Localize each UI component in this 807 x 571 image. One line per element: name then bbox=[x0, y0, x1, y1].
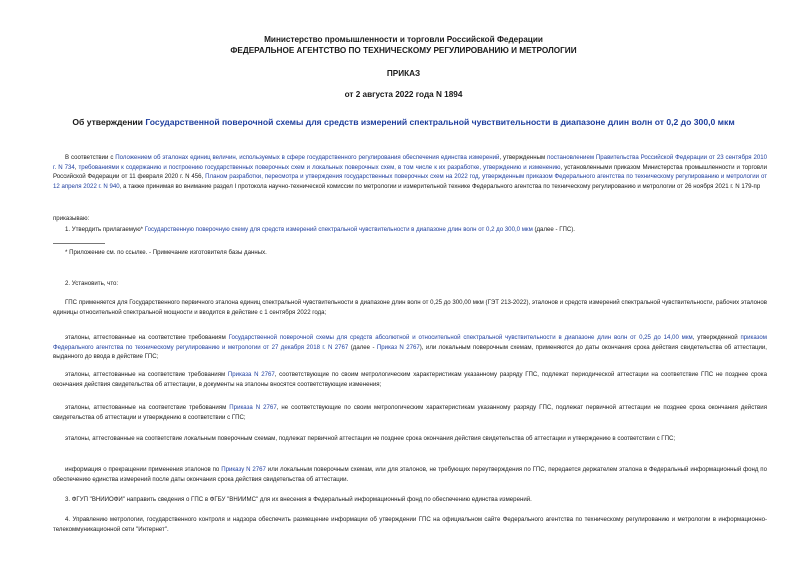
intro-link-plan[interactable]: Планом разработки, пересмотра и утверждения государственных поверочных схем на 2022 год, утвержденным приказом Федерального агентства по техническому регулированию и метрологии от 12 апреля 2022 г. N 940 bbox=[53, 173, 767, 191]
para-info-link[interactable]: Приказу N 2767 bbox=[221, 466, 266, 473]
paragraph-standards-1 bbox=[53, 333, 767, 362]
para-e1-text-2: , утвержденной bbox=[692, 334, 741, 341]
intro-text-1: В соответствии с bbox=[65, 154, 116, 161]
doc-type: ПРИКАЗ bbox=[386, 69, 421, 78]
title-link[interactable]: Государственной поверочной схемы для средств измерений спектральной чувствительности в диапазоне длин волн от 0,2 до 300,0 мкм bbox=[145, 117, 735, 127]
para-e3-text-1: эталоны, аттестованные на соответствие требованиям bbox=[65, 404, 230, 411]
intro-text-3: , bbox=[74, 163, 79, 171]
paragraph-standards-2 bbox=[53, 370, 767, 389]
item-1 bbox=[53, 225, 767, 235]
para-e1-link-scheme[interactable]: Государственной поверочной схемы для средств абсолютной и относительной спектральной чувствительности в диапазоне длин волн от 0,25 до 14,00 мкм bbox=[228, 334, 693, 341]
para-e1-text-1: эталоны, аттестованные на соответствие требованиям bbox=[65, 334, 229, 341]
paragraph-standards-3 bbox=[53, 403, 767, 422]
doc-date-number: от 2 августа 2022 года N 1894 bbox=[344, 90, 463, 99]
para-e1-text-3: (далее - bbox=[348, 343, 377, 351]
ministry-line: Министерство промышленности и торговли Российской Федерации bbox=[264, 35, 543, 44]
para-e2-text-2: , соответствующие по своим метрологическим характеристикам указанному разряду ГПС, подлежат периодической аттестации на соответствие ГПС не позднее срока окончания действия свидетельства об аттестации, в документы на эталоны вносятся соответствующие изменения; bbox=[53, 371, 768, 388]
order-word: приказываю: bbox=[53, 215, 90, 222]
item-2: 2. Установить, что: bbox=[65, 280, 119, 287]
item-1-text-2: (далее - ГПС). bbox=[532, 226, 576, 233]
item-4: 4. Управлению метрологии, государственного контроля и надзора обеспечить размещение информации об утверждении ГПС на официальном сайте Федерального агентства по техническому регулированию и метрологии в информационно-телекоммуникационной сети "Интернет". bbox=[53, 516, 767, 533]
paragraph-info bbox=[53, 465, 767, 484]
intro-text-5: , а также принимая во внимание раздел I протокола научно-технической комиссии по метрологии и измерительной технике Федерального агентства по техническому регулированию и метрологии от 26 ноября 2021 г. N 179-пр bbox=[119, 183, 761, 191]
para-e1-link-order-2767[interactable]: Приказ N 2767 bbox=[376, 343, 420, 351]
intro-link-requirements[interactable]: требованиями к содержанию и построению государственных поверочных схем и локальных поверочных схем, в том числе к их разработке, утверждению и изменению bbox=[78, 163, 561, 171]
para-e1-link-order[interactable]: приказом Федерального агентства по техническому регулированию и метрологии от 27 декабря 2018 г. N 2767 bbox=[53, 334, 767, 351]
paragraph-standards-4: эталоны, аттестованные на соответствие локальным поверочным схемам, подлежат первичной аттестации не позднее срока окончания действия свидетельства об аттестации и утверждению в соответствии с ГПС; bbox=[65, 435, 676, 442]
para-info-text-1: информация о прекращении применения эталонов по bbox=[65, 466, 222, 473]
item-1-text-1: 1. Утвердить прилагаемую* bbox=[65, 226, 145, 233]
item-3: 3. ФГУП "ВНИИОФИ" направить сведения о ГПС в ФГБУ "ВНИИМС" для их внесения в Федеральный информационный фонд по обеспечению единства измерений. bbox=[65, 496, 532, 503]
intro-paragraph bbox=[53, 153, 767, 192]
intro-text-2: , утвержденным bbox=[499, 154, 548, 161]
para-e1-text-4: ), или локальным поверочным схемам, применяются до даты окончания срока действия свидетельства об аттестации, выданного до ввода в действие ГПС; bbox=[53, 343, 768, 361]
title-prefix: Об утверждении bbox=[72, 117, 146, 127]
intro-link-resolution[interactable]: постановлением Правительства Российской Федерации от 23 сентября 2010 г. N 734 bbox=[53, 154, 768, 171]
footnote: * Приложение см. по ссылке. - Примечание изготовителя базы данных. bbox=[65, 249, 267, 256]
para-e3-link[interactable]: Приказа N 2767 bbox=[229, 404, 277, 411]
footnote-separator bbox=[53, 243, 105, 244]
agency-line: ФЕДЕРАЛЬНОЕ АГЕНТСТВО ПО ТЕХНИЧЕСКОМУ РЕГУЛИРОВАНИЮ И МЕТРОЛОГИИ bbox=[230, 46, 577, 55]
para-e2-text-1: эталоны, аттестованные на соответствие требованиям bbox=[65, 371, 228, 378]
item-1-link[interactable]: Государственную поверочную схему для средств измерений спектральной чувствительности в диапазоне длин волн от 0,2 до 300,0 мкм bbox=[144, 226, 533, 233]
para-e2-link[interactable]: Приказа N 2767 bbox=[227, 371, 275, 378]
intro-text-4: , установленными приказом Министерства промышленности и торговли Российской Федерации от 11 февраля 2020 г. N 456, bbox=[53, 163, 767, 181]
para-info-text-2: или локальным поверочным схемам, или для эталонов, не требующих переутверждения по ГПС, передается держателем эталона в Федеральный информационный фонд по обеспечению единства измерений после даты окончания срока действия свидетельства об аттестации. bbox=[53, 466, 767, 483]
document-title bbox=[0, 117, 807, 128]
paragraph-gps: ГПС применяется для Государственного первичного эталона единиц спектральной чувствительности в диапазоне длин волн от 0,25 до 300,00 мкм (ГЭТ 213-2022), эталонов и средств измерений спектральной чувствительности, рабочих эталонов единицы относительной спектральной мощности и вводится в действие с 1 сентября 2022 года; bbox=[53, 299, 767, 316]
para-e3-text-2: , не соответствующие по своим метрологическим характеристикам указанному разряду ГПС, подлежат первичной аттестации не позднее срока окончания действия свидетельства об аттестации и утверждению в соответствии с ГПС; bbox=[53, 404, 767, 421]
intro-link-regulation[interactable]: Положением об эталонах единиц величин, используемых в сфере государственного регулирования обеспечения единства измерений bbox=[115, 154, 500, 161]
